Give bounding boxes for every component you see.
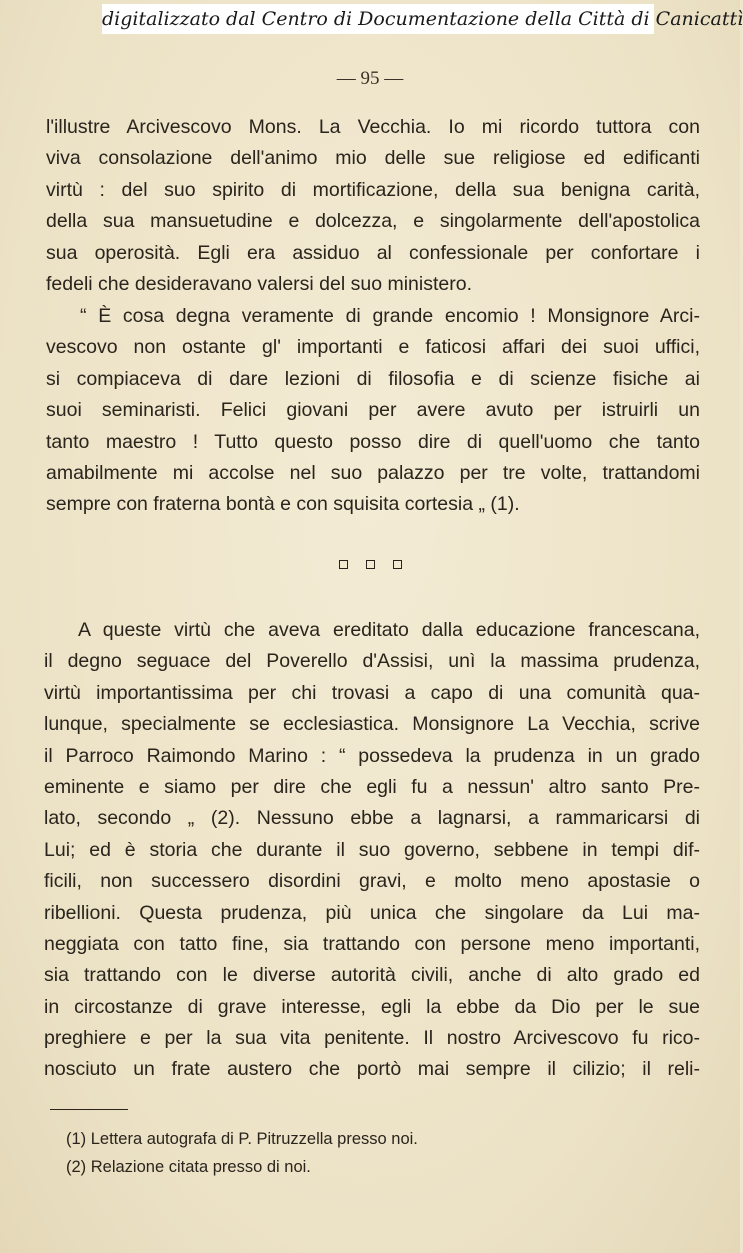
separator-square-icon xyxy=(339,560,348,569)
text-line: “ È cosa degna veramente di grande encomio ! Monsignore Arci- xyxy=(80,305,700,327)
text-line: ribellioni. Questa prudenza, più unica che singolare da Lui ma- xyxy=(44,901,700,924)
text-line: della sua mansuetudine e dolcezza, e singolarmente dell'apostolica xyxy=(46,210,700,233)
text-line: tanto maestro ! Tutto questo posso dire di quell'uomo che tanto xyxy=(46,430,700,453)
text-line: l'illustre Arcivescovo Mons. La Vecchia. Io mi ricordo tuttora con xyxy=(46,116,700,138)
text-line: eminente e siamo per dire che egli fu a nessun' altro santo Pre- xyxy=(44,775,700,798)
separator-square-icon xyxy=(366,560,375,569)
text-line: sempre con fraterna bontà e con squisita cortesia „ (1). xyxy=(46,493,520,516)
text-line: fedeli che desideravano valersi del suo ministero. xyxy=(46,272,472,295)
separator-square-icon xyxy=(393,560,402,569)
text-line: viva consolazione dell'animo mio delle sue religiose ed edificanti xyxy=(46,147,700,170)
text-line: nosciuto un frate austero che portò mai sempre il cilizio; il reli- xyxy=(44,1058,700,1081)
text-line: sia trattando con le diverse autorità civili, anche di alto grado ed xyxy=(44,964,700,987)
section-separator xyxy=(0,560,740,569)
text-line: A queste virtù che aveva ereditato dalla educazione francescana, xyxy=(78,619,700,641)
text-line: lunque, specialmente se ecclesiastica. Monsignore La Vecchia, scrive xyxy=(44,713,700,736)
text-line: neggiata con tatto fine, sia trattando con persone meno importanti, xyxy=(44,932,700,955)
text-line: sua operosità. Egli era assiduo al confessionale per confortare i xyxy=(46,241,700,264)
text-line: virtù : del suo spirito di mortificazione, della sua benigna carità, xyxy=(46,178,700,201)
footnote-rule xyxy=(50,1109,128,1110)
text-line: il degno seguace del Poverello d'Assisi, unì la massima prudenza, xyxy=(44,650,700,673)
text-line: lato, secondo „ (2). Nessuno ebbe a lagnarsi, a rammaricarsi di xyxy=(44,807,700,830)
text-line: virtù importantissima per chi trovasi a capo di una comunità qua- xyxy=(44,681,700,704)
text-line: vescovo non ostante gl' importanti e faticosi affari dei suoi uffici, xyxy=(46,336,700,359)
text-line: in circostanze di grave interesse, egli la ebbe da Dio per le sue xyxy=(44,995,700,1018)
text-line: preghiere e per la sua vita penitente. Il nostro Arcivescovo fu rico- xyxy=(44,1027,700,1050)
text-line: amabilmente mi accolse nel suo palazzo per tre volte, trattandomi xyxy=(46,461,700,484)
text-line: il Parroco Raimondo Marino : “ possedeva la prudenza in un grado xyxy=(44,744,700,767)
paragraph-2 xyxy=(46,301,700,521)
footnote-1: (1) Lettera autografa di P. Pitruzzella presso noi. xyxy=(66,1130,418,1148)
watermark-banner: digitalizzato dal Centro di Documentazione della Città di Canicattì xyxy=(102,4,654,34)
text-line: Lui; ed è storia che durante il suo governo, sebbene in tempi dif- xyxy=(44,838,700,861)
text-line: ficili, non successero disordini gravi, e molto meno apostasie o xyxy=(44,870,700,893)
footnote-2: (2) Relazione citata presso di noi. xyxy=(66,1158,311,1176)
footnotes xyxy=(66,1125,418,1181)
text-line: si compiaceva di dare lezioni di filosofia e di scienze fisiche ai xyxy=(46,367,700,390)
text-line: suoi seminaristi. Felici giovani per avere avuto per istruirli un xyxy=(46,399,700,422)
paragraph-3 xyxy=(44,615,700,1086)
page-number: — 95 — xyxy=(336,68,404,89)
paragraph-1 xyxy=(46,112,700,300)
